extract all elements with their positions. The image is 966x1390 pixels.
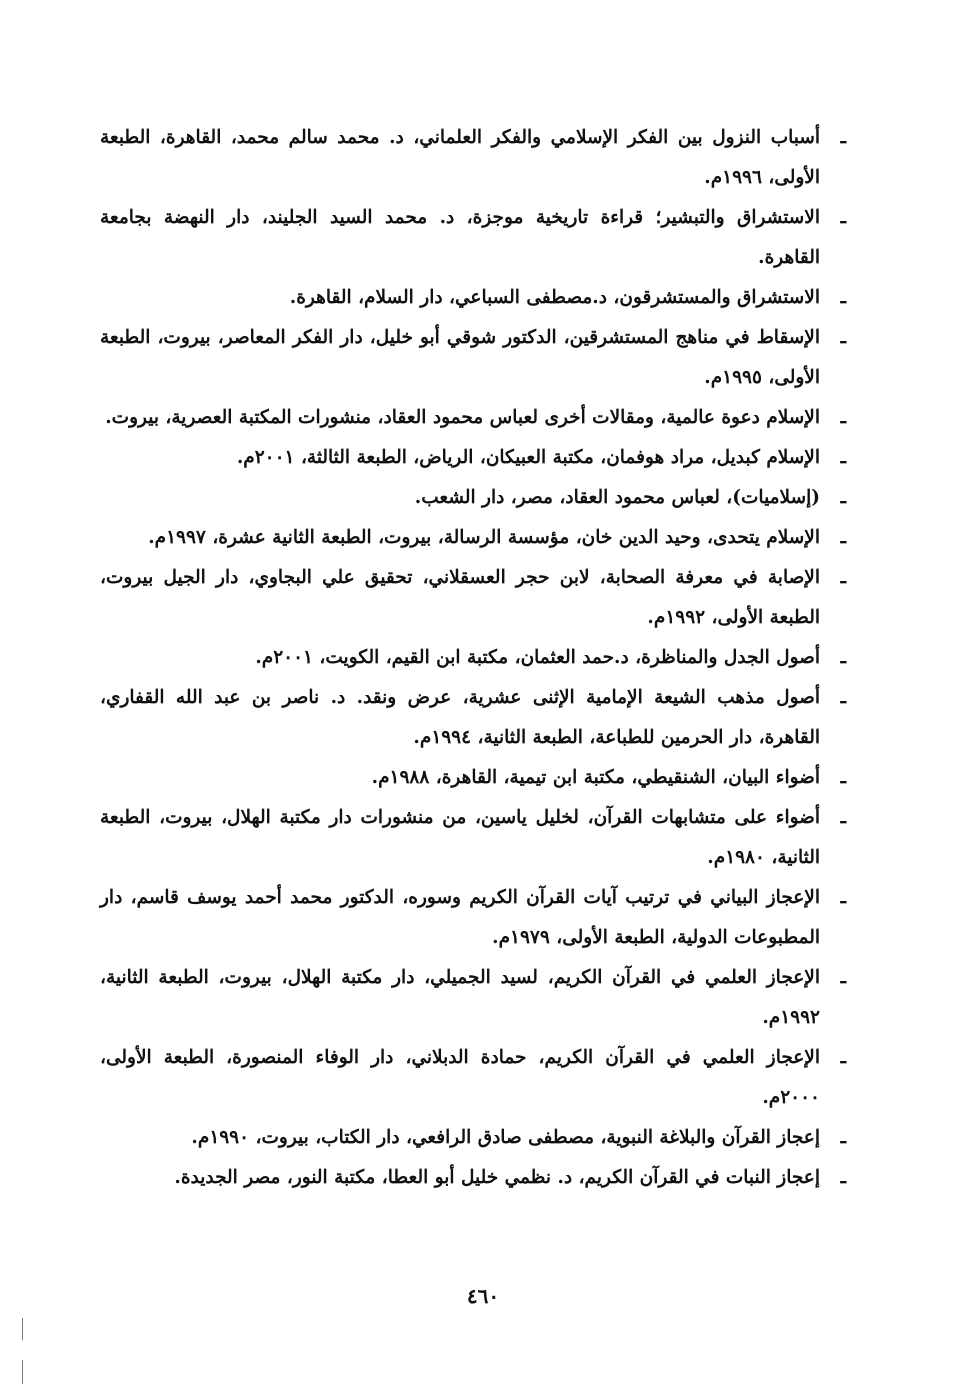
bibliography-entry: ـ إعجاز القرآن والبلاغة النبوية، مصطفى صادق الرافعي، دار الكتاب، بيروت، ١٩٩٠م. — [100, 1118, 850, 1158]
bibliography-entry: ـ أصول مذهب الشيعة الإمامية الإثنى عشرية، عرض ونقد. د. ناصر بن عبد الله القفاري، القاهرة، دار الحرمين للطباعة، الطبعة الثانية، ١٩٩٤م. — [100, 678, 850, 758]
bibliography-entry: ـ الإصابة في معرفة الصحابة، لابن حجر العسقلاني، تحقيق علي البجاوي، دار الجيل بيروت، الطبعة الأولى، ١٩٩٢م. — [100, 558, 850, 638]
scan-edge-mark — [22, 1360, 23, 1384]
bibliography-entry: ـ أضواء على متشابهات القرآن، لخليل ياسين، من منشورات دار مكتبة الهلال، بيروت، الطبعة الثانية، ١٩٨٠م. — [100, 798, 850, 878]
bibliography-entry: ـ الاستشراق والمستشرقون، د.مصطفى السباعي، دار السلام، القاهرة. — [100, 278, 850, 318]
bibliography-entry: ـ أسباب النزول بين الفكر الإسلامي والفكر العلماني، د. محمد سالم محمد، القاهرة، الطبعة الأولى، ١٩٩٦م. — [100, 118, 850, 198]
bibliography-entry: ـ الاستشراق والتبشير؛ قراءة تاريخية موجزة، د. محمد السيد الجليند، دار النهضة بجامعة القاهرة. — [100, 198, 850, 278]
bibliography-entry: ـ الإعجاز العلمي في القرآن الكريم، حمادة الدبلاني، دار الوفاء المنصورة، الطبعة الأولى، ٢٠٠٠م. — [100, 1038, 850, 1118]
bibliography-entry: ـ أضواء البيان، الشنقيطي، مكتبة ابن تيمية، القاهرة، ١٩٨٨م. — [100, 758, 850, 798]
bibliography-entry: ـ الإعجاز البياني في ترتيب آيات القرآن الكريم وسوره، الدكتور محمد أحمد يوسف قاسم، دار المطبوعات الدولية، الطبعة الأولى، ١٩٧٩م. — [100, 878, 850, 958]
bibliography-entry: ـ الإسلام يتحدى، وحيد الدين خان، مؤسسة الرسالة، بيروت، الطبعة الثانية عشرة، ١٩٩٧م. — [100, 518, 850, 558]
bibliography-entry: ـ الإسلام كبديل، مراد هوفمان، مكتبة العبيكان، الرياض، الطبعة الثالثة، ٢٠٠١م. — [100, 438, 850, 478]
bibliography-entry: ـ الإعجاز العلمي في القرآن الكريم، لسيد الجميلي، دار مكتبة الهلال، بيروت، الطبعة الثانية، ١٩٩٢م. — [100, 958, 850, 1038]
bibliography-entry: ـ إعجاز النبات في القرآن الكريم، د. نظمي خليل أبو العطا، مكتبة النور، مصر الجديدة. — [100, 1158, 850, 1198]
bibliography-entry: ـ الإسقاط في مناهج المستشرقين، الدكتور شوقي أبو خليل، دار الفكر المعاصر، بيروت، الطبعة الأولى، ١٩٩٥م. — [100, 318, 850, 398]
page-number: ٤٦٠ — [466, 1284, 500, 1308]
bibliography-list — [100, 118, 850, 1198]
bibliography-entry: ـ أصول الجدل والمناظرة، د.حمد العثمان، مكتبة ابن القيم، الكويت، ٢٠٠١م. — [100, 638, 850, 678]
scan-edge-mark — [22, 1318, 23, 1340]
bibliography-entry: ـ (إسلاميات)، لعباس محمود العقاد، مصر، دار الشعب. — [100, 478, 850, 518]
bibliography-entry: ـ الإسلام دعوة عالمية، ومقالات أخرى لعباس محمود العقاد، منشورات المكتبة العصرية، بيروت. — [100, 398, 850, 438]
bibliography-page — [100, 118, 850, 1198]
